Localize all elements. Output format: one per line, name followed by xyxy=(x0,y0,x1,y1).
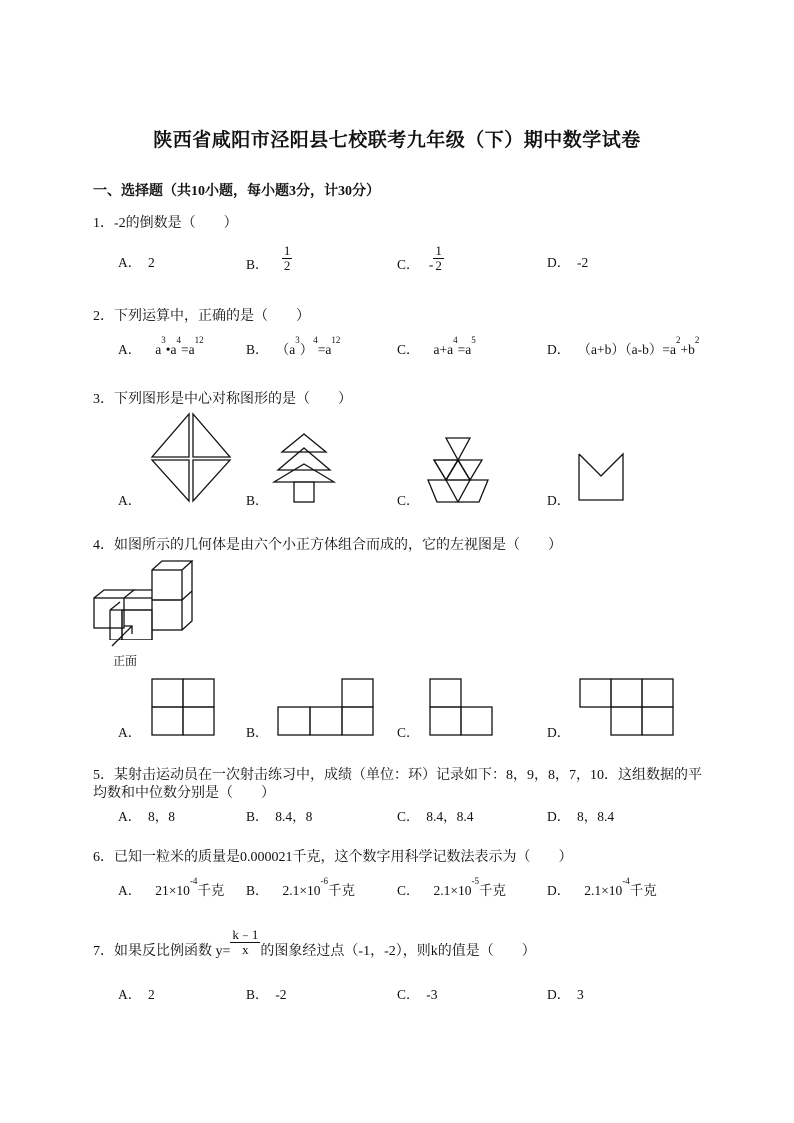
q7-stem-pre: 7．如果反比例函数 y= xyxy=(93,943,231,959)
question-1-stem: 1．-2的倒数是（ ） xyxy=(93,216,238,231)
q6-sci-d xyxy=(584,876,657,898)
q7-option-a[interactable]: A． 2 xyxy=(118,987,155,1002)
front-label: 正面 xyxy=(113,654,138,668)
q1-option-c[interactable] xyxy=(397,244,444,273)
sci-exponent: -6 xyxy=(320,876,329,886)
sci-mantissa: 21×10 xyxy=(155,883,190,898)
expr-exp: 2 xyxy=(694,335,700,345)
q2-option-c[interactable] xyxy=(397,335,476,358)
expr-part: =a xyxy=(180,342,195,357)
q2-expr-d xyxy=(584,335,700,357)
sci-exponent: -4 xyxy=(622,876,630,886)
sci-mantissa: 2.1×10 xyxy=(433,883,472,898)
q6-option-b-label: B． xyxy=(246,883,269,898)
question-5-stem-line1: 5．某射击运动员在一次射击练习中，成绩（单位：环）记录如下：8，9，8，7，10．这组数据的平 xyxy=(93,768,702,783)
q4-option-d-figure xyxy=(578,677,676,737)
expr-exp: 12 xyxy=(331,335,341,345)
q3-figure-a-four-triangles xyxy=(148,412,234,504)
q1-option-c-label: C． xyxy=(397,256,420,272)
q2-expr-c xyxy=(433,335,476,357)
q4-option-b[interactable]: B． xyxy=(246,725,269,740)
q6-option-c-label: C． xyxy=(397,883,420,898)
q4-option-a[interactable]: A． xyxy=(118,725,142,740)
page-title: 陕西省咸阳市泾阳县七校联考九年级（下）期中数学试卷 xyxy=(153,130,641,151)
q1-option-a[interactable]: A． 2 xyxy=(118,255,155,270)
q4-option-c[interactable]: C． xyxy=(397,725,420,740)
q1-option-c-fraction xyxy=(433,244,444,273)
sci-unit: 千克 xyxy=(479,883,507,898)
sci-mantissa: 2.1×10 xyxy=(282,883,321,898)
q2-option-b[interactable] xyxy=(246,335,341,358)
q6-option-c[interactable] xyxy=(397,876,507,899)
expr-exp: 3 xyxy=(161,335,166,345)
q5-option-d[interactable]: D． 8，8.4 xyxy=(547,809,615,824)
q7-option-c[interactable]: C． -3 xyxy=(397,987,438,1002)
q4-option-c-figure xyxy=(428,677,496,737)
q4-option-b-figure xyxy=(276,677,376,737)
expr-exp: 4 xyxy=(313,335,318,345)
question-5-stem-line2: 均数和中位数分别是（ ） xyxy=(93,786,275,801)
q6-option-b[interactable] xyxy=(246,876,356,899)
frac-numerator: 1 xyxy=(283,243,291,258)
q5-option-a[interactable]: A． 8，8 xyxy=(118,809,175,824)
q2-expr-b xyxy=(282,335,341,357)
q7-option-d[interactable]: D． 3 xyxy=(547,987,584,1002)
expr-exp: 12 xyxy=(194,335,204,345)
q1-option-c-minus: - xyxy=(428,256,434,272)
expr-exp: 5 xyxy=(471,335,476,345)
q6-sci-c xyxy=(433,876,507,898)
frac-denominator: 2 xyxy=(283,258,291,273)
q6-option-a-label: A． xyxy=(118,883,142,898)
q2-option-d-label: D． xyxy=(547,342,571,357)
q2-option-a[interactable] xyxy=(118,335,204,358)
frac-denominator: x xyxy=(242,942,249,957)
expr-part: a+a xyxy=(433,342,454,357)
expr-part: +b xyxy=(680,342,695,357)
expr-part: =a xyxy=(317,342,332,357)
q5-option-b[interactable]: B． 8.4，8 xyxy=(246,809,313,824)
sci-exponent: -4 xyxy=(189,876,198,886)
q7-function-fraction xyxy=(230,928,260,957)
expr-exp: 2 xyxy=(675,335,681,345)
sci-unit: 千克 xyxy=(197,883,225,898)
question-2-stem: 2．下列运算中，正确的是（ ） xyxy=(93,309,310,324)
q3-figure-c-triangles xyxy=(424,436,492,504)
q6-option-a[interactable] xyxy=(118,876,225,899)
question-7-stem xyxy=(93,928,536,957)
sci-mantissa: 2.1×10 xyxy=(584,883,623,898)
q3-option-a[interactable]: A． xyxy=(118,493,142,508)
q3-option-c[interactable]: C． xyxy=(397,493,420,508)
sci-unit: 千克 xyxy=(328,883,356,898)
sci-exponent: -5 xyxy=(471,876,480,886)
q6-sci-b xyxy=(282,876,356,898)
expr-exp: 4 xyxy=(453,335,458,345)
q3-figure-b-tree xyxy=(272,432,336,504)
expr-part: （a xyxy=(282,342,296,357)
q7-option-b[interactable]: B． -2 xyxy=(246,987,287,1002)
q6-sci-a xyxy=(155,876,225,898)
q1-option-d[interactable]: D． -2 xyxy=(547,255,589,270)
q2-option-c-label: C． xyxy=(397,342,420,357)
expr-part: •a xyxy=(165,342,177,357)
q3-figure-d-notched-square xyxy=(576,450,626,504)
expr-part: a xyxy=(155,342,162,357)
q1-option-b[interactable] xyxy=(246,244,292,273)
q2-expr-a xyxy=(155,335,204,357)
q4-solid-figure xyxy=(90,558,200,640)
expr-exp: 4 xyxy=(176,335,181,345)
q4-option-a-figure xyxy=(150,677,218,737)
arrow-icon xyxy=(108,620,138,650)
section-heading: 一、选择题（共10小题，每小题3分，计30分） xyxy=(93,184,380,199)
q7-stem-post: 的图象经过点（-1，-2），则k的值是（ ） xyxy=(260,943,536,959)
expr-part: =a xyxy=(457,342,472,357)
q2-option-d[interactable] xyxy=(547,335,700,358)
question-3-stem: 3．下列图形是中心对称图形的是（ ） xyxy=(93,392,352,407)
question-6-stem: 6．已知一粒米的质量是0.000021千克，这个数字用科学记数法表示为（ ） xyxy=(93,850,573,865)
q2-option-b-label: B． xyxy=(246,342,269,357)
frac-numerator: k﹣1 xyxy=(232,927,259,942)
q2-option-a-label: A． xyxy=(118,342,142,357)
frac-numerator: 1 xyxy=(435,243,442,258)
expr-part: ） xyxy=(299,342,314,357)
q1-option-b-fraction xyxy=(282,244,293,273)
expr-part: （a+b）（a-b）=a xyxy=(584,342,676,357)
q1-option-b-label: B． xyxy=(246,256,269,272)
sci-unit: 千克 xyxy=(629,883,657,898)
q6-option-d-label: D． xyxy=(547,883,571,898)
expr-exp: 3 xyxy=(295,335,300,345)
q3-option-d[interactable]: D． xyxy=(547,493,571,508)
q6-option-d[interactable] xyxy=(547,876,657,899)
q4-option-d[interactable]: D． xyxy=(547,725,571,740)
frac-denominator: 2 xyxy=(435,258,442,273)
q5-option-c[interactable]: C． 8.4，8.4 xyxy=(397,809,474,824)
q3-option-b[interactable]: B． xyxy=(246,493,269,508)
question-4-stem: 4．如图所示的几何体是由六个小正方体组合而成的，它的左视图是（ ） xyxy=(93,538,562,553)
